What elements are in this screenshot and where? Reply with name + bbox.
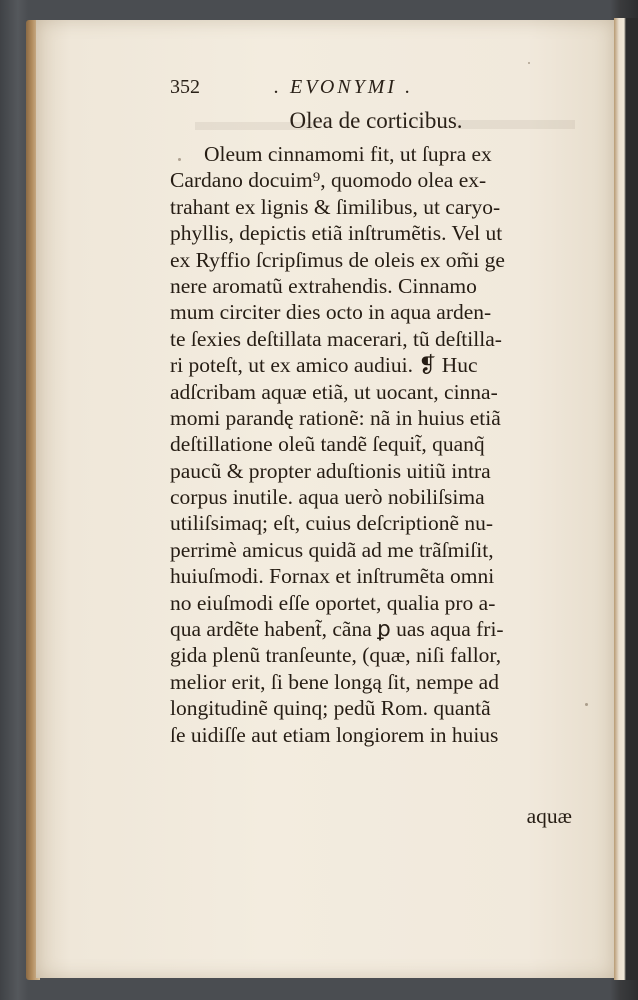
text-line: gida plenũ tranſeunte, (quæ, niſi fallor,	[170, 643, 502, 668]
text-line: nere aromatũ extrahendis. Cinnamo	[170, 273, 477, 298]
text-line: no eiuſmodi eſſe oportet, qualia pro a-	[170, 590, 496, 615]
text-line: utiliſsimaq; eſt, cuius deſcriptionẽ nu-	[170, 511, 494, 536]
catchword: aquæ	[526, 804, 572, 828]
text-line: mum circiter dies octo in aqua arden-	[170, 300, 492, 325]
facing-page-edge	[614, 18, 638, 980]
text-line: Oleum cinnamomi fit, ut ſupra ex	[204, 142, 492, 166]
text-line: melior erit, ſi bene longą ſit, nempe ad	[170, 669, 499, 694]
text-line: adſcribam aquæ etiã, ut uocant, cinna-	[170, 379, 498, 404]
text-line: ſe uidiſſe aut etiam longiorem in huius	[170, 722, 499, 747]
text-line: deſtillatione oleũ tandẽ ſequit̃, quanq̃	[170, 432, 485, 457]
section-heading: Olea de corticibus.	[289, 108, 463, 133]
text-line: perrimè amicus quidã ad me trãſmiſit,	[170, 537, 494, 562]
page-number: 352	[170, 76, 200, 98]
text-line: ex Ryffio ſcripſimus de oleis ex om̃i ge	[170, 247, 505, 272]
text-line: corpus inutile. aqua uerò nobiliſsima	[170, 485, 485, 510]
body-text	[170, 141, 590, 748]
text-line: te ſexies deſtillata macerari, tũ deſtilla-	[170, 326, 502, 351]
running-title: . EVONYMI .	[274, 76, 414, 98]
text-line: momi parandę rationẽ: nã in huius etiã	[170, 405, 501, 430]
text-line: phyllis, depictis etiã inſtrumẽtis. Vel ut	[170, 221, 503, 246]
text-line: huiuſmodi. Fornax et inſtrumẽta omni	[170, 564, 495, 589]
text-line: qua ardẽte habent̃, cãna ꝑ uas aqua fri-	[170, 617, 504, 642]
ink-speck	[585, 703, 588, 706]
text-line: ri poteſt, ut ex amico audiui. ❡ Huc	[170, 353, 478, 378]
ink-speck	[528, 62, 530, 64]
running-head	[170, 76, 590, 102]
text-line: longitudinẽ quinq; pedũ Rom. quantã	[170, 696, 491, 721]
text-line: trahant ex lignis & ſimilibus, ut caryo-	[170, 194, 501, 219]
text-line: paucũ & propter aduſtionis uitiũ intra	[170, 458, 491, 483]
text-line: Cardano docuim⁹, quomodo olea ex-	[170, 168, 487, 193]
ink-speck	[178, 158, 181, 161]
